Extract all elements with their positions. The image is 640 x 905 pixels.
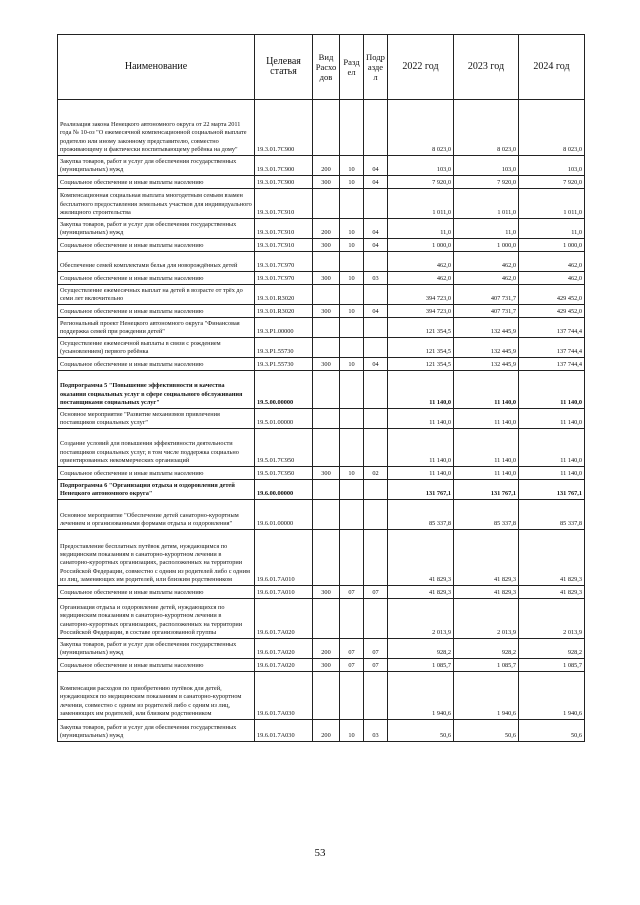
cell-year-2024: 1 011,0 [519,189,585,219]
cell-subsection [364,480,388,500]
cell-year-2024: 1 940,6 [519,672,585,720]
cell-year-2024: 131 767,1 [519,480,585,500]
cell-year-2024: 11 140,0 [519,429,585,467]
cell-year-2022: 1 085,7 [388,659,454,672]
cell-year-2023: 8 023,0 [454,100,519,156]
cell-target-article: 19.6.00.00000 [255,480,313,500]
table-row [58,720,585,742]
cell-target-article: 19.3.01.7С900 [255,176,313,189]
cell-year-2024: 2 013,9 [519,599,585,639]
cell-year-2023: 1 085,7 [454,659,519,672]
cell-year-2022: 11 140,0 [388,371,454,409]
table-row [58,599,585,639]
cell-section: 10 [340,467,364,480]
cell-year-2022: 41 829,3 [388,586,454,599]
cell-name: Социальное обеспечение и иные выплаты населению [58,305,255,318]
header-year-2022: 2022 год [388,35,454,100]
cell-section [340,530,364,586]
cell-subsection: 04 [364,305,388,318]
cell-section: 07 [340,639,364,659]
cell-expense-type: 300 [313,659,340,672]
cell-subsection: 04 [364,239,388,252]
cell-subsection [364,599,388,639]
cell-subsection: 04 [364,358,388,371]
cell-target-article: 19.3.01.7С900 [255,156,313,176]
table-row [58,480,585,500]
cell-year-2023: 41 829,3 [454,586,519,599]
cell-year-2023: 11,0 [454,219,519,239]
cell-year-2022: 131 767,1 [388,480,454,500]
cell-year-2023: 407 731,7 [454,305,519,318]
cell-name: Региональный проект Ненецкого автономного округа "Финансовая поддержка семей при рождении детей" [58,318,255,338]
cell-year-2023: 11 140,0 [454,409,519,429]
cell-name: Основное мероприятие "Развитие механизмов привлечения поставщиков социальных услуг" [58,409,255,429]
cell-year-2023: 11 140,0 [454,467,519,480]
cell-year-2022: 11 140,0 [388,429,454,467]
cell-name: Предоставление бесплатных путёвок детям, нуждающимся по медицинским показаниям в санаторно-курортном лечении в санаторно-курортных организациях, расположенных на территории Российской Федерации, совместно с одним из родителей либо с одним из лиц, заменяющих им родителей, или близким родственником [58,530,255,586]
cell-expense-type [313,409,340,429]
cell-name: Закупка товаров, работ и услуг для обеспечения государственных (муниципальных) нужд [58,156,255,176]
cell-subsection: 04 [364,219,388,239]
cell-subsection [364,252,388,272]
cell-expense-type: 300 [313,272,340,285]
cell-year-2024: 462,0 [519,272,585,285]
cell-name: Компенсация расходов по приобретению путёвок для детей, нуждающихся по медицинским показаниям в санаторно-курортном лечении, совместно с одним из родителей либо с одним из лиц, заменяющих им родителей, или близким родственником [58,672,255,720]
cell-section: 10 [340,358,364,371]
cell-name: Социальное обеспечение и иные выплаты населению [58,358,255,371]
table-row [58,358,585,371]
cell-section [340,409,364,429]
cell-subsection [364,189,388,219]
cell-year-2024: 928,2 [519,639,585,659]
cell-year-2024: 137 744,4 [519,338,585,358]
cell-year-2024: 8 023,0 [519,100,585,156]
cell-name: Подпрограмма 5 "Повышение эффективности и качества оказания социальных услуг в сфере социального обслуживания поставщиками социальных услуг" [58,371,255,409]
cell-year-2022: 394 723,0 [388,305,454,318]
cell-expense-type [313,338,340,358]
cell-year-2023: 1 940,6 [454,672,519,720]
cell-target-article: 19.3.01.7С910 [255,189,313,219]
header-subsection: Подр азде л [364,35,388,100]
cell-section: 10 [340,239,364,252]
cell-subsection [364,318,388,338]
cell-expense-type [313,530,340,586]
cell-year-2024: 41 829,3 [519,586,585,599]
cell-subsection: 04 [364,156,388,176]
cell-target-article: 19.6.01.7А020 [255,659,313,672]
table-row [58,219,585,239]
cell-name: Основное мероприятие "Обеспечение детей санаторно-курортным лечением и организованными формами отдыха и оздоровления" [58,500,255,530]
cell-year-2022: 11,0 [388,219,454,239]
cell-year-2023: 132 445,9 [454,358,519,371]
table-row [58,239,585,252]
cell-target-article: 19.3.01.7С910 [255,219,313,239]
cell-section [340,100,364,156]
cell-year-2023: 407 731,7 [454,285,519,305]
cell-target-article: 19.3.P1.55730 [255,338,313,358]
cell-subsection: 04 [364,176,388,189]
cell-name: Социальное обеспечение и иные выплаты населению [58,239,255,252]
cell-name: Реализация закона Ненецкого автономного округа от 22 марта 2011 года № 10-оз "О ежемесячной компенсационной социальной выплате родителю или иному законному представителю, совместно проживающему и фактически воспитывающему ребёнка на дому" [58,100,255,156]
cell-year-2022: 103,0 [388,156,454,176]
table-row [58,338,585,358]
table-row [58,371,585,409]
cell-target-article: 19.3.01.R3020 [255,285,313,305]
cell-year-2024: 1 085,7 [519,659,585,672]
cell-year-2022: 462,0 [388,272,454,285]
cell-section: 10 [340,272,364,285]
cell-subsection [364,672,388,720]
cell-target-article: 19.3.P1.00000 [255,318,313,338]
header-expense-type: Вид Расхо дов [313,35,340,100]
cell-section: 07 [340,586,364,599]
cell-year-2022: 1 011,0 [388,189,454,219]
cell-year-2023: 131 767,1 [454,480,519,500]
cell-target-article: 19.5.01.7С950 [255,429,313,467]
cell-target-article: 19.6.01.7А020 [255,639,313,659]
cell-section [340,480,364,500]
cell-expense-type [313,318,340,338]
cell-name: Социальное обеспечение и иные выплаты населению [58,659,255,672]
cell-expense-type [313,189,340,219]
cell-expense-type: 200 [313,219,340,239]
table-row [58,285,585,305]
cell-subsection: 07 [364,586,388,599]
cell-year-2024: 85 337,8 [519,500,585,530]
cell-target-article: 19.3.01.7С970 [255,272,313,285]
table-row [58,467,585,480]
cell-year-2022: 121 354,5 [388,318,454,338]
table-row [58,176,585,189]
table-row [58,500,585,530]
table-row [58,586,585,599]
header-target-article: Целевая статья [255,35,313,100]
cell-name: Закупка товаров, работ и услуг для обеспечения государственных (муниципальных) нужд [58,219,255,239]
cell-year-2022: 462,0 [388,252,454,272]
cell-section [340,252,364,272]
cell-name: Осуществление ежемесячной выплаты в связи с рождением (усыновлением) первого ребёнка [58,338,255,358]
cell-section [340,318,364,338]
cell-subsection: 07 [364,639,388,659]
cell-section: 10 [340,720,364,742]
cell-subsection [364,285,388,305]
cell-target-article: 19.6.01.7А030 [255,672,313,720]
cell-year-2024: 11 140,0 [519,467,585,480]
table-row [58,318,585,338]
cell-year-2023: 1 000,0 [454,239,519,252]
cell-year-2023: 7 920,0 [454,176,519,189]
cell-section [340,599,364,639]
cell-name: Закупка товаров, работ и услуг для обеспечения государственных (муниципальных) нужд [58,639,255,659]
cell-year-2022: 394 723,0 [388,285,454,305]
cell-year-2022: 8 023,0 [388,100,454,156]
cell-expense-type: 300 [313,586,340,599]
cell-expense-type [313,500,340,530]
cell-target-article: 19.3.P1.55730 [255,358,313,371]
cell-target-article: 19.3.01.7С910 [255,239,313,252]
document-page [57,34,584,742]
cell-target-article: 19.6.01.7А010 [255,586,313,599]
cell-expense-type: 200 [313,720,340,742]
cell-section [340,189,364,219]
cell-target-article: 19.3.01.7С900 [255,100,313,156]
cell-subsection [364,100,388,156]
cell-section: 10 [340,219,364,239]
cell-section [340,500,364,530]
cell-name: Социальное обеспечение и иные выплаты населению [58,272,255,285]
cell-year-2022: 11 140,0 [388,467,454,480]
cell-target-article: 19.5.00.00000 [255,371,313,409]
cell-section [340,285,364,305]
table-row [58,189,585,219]
cell-year-2023: 41 829,3 [454,530,519,586]
cell-year-2023: 50,6 [454,720,519,742]
cell-subsection: 02 [364,467,388,480]
cell-year-2022: 2 013,9 [388,599,454,639]
cell-target-article: 19.3.01.7С970 [255,252,313,272]
cell-expense-type: 300 [313,305,340,318]
cell-year-2022: 85 337,8 [388,500,454,530]
table-row [58,639,585,659]
cell-year-2024: 11 140,0 [519,371,585,409]
cell-year-2022: 41 829,3 [388,530,454,586]
cell-section: 07 [340,659,364,672]
cell-expense-type [313,480,340,500]
table-row [58,530,585,586]
cell-expense-type [313,100,340,156]
cell-target-article: 19.5.01.7С950 [255,467,313,480]
cell-subsection [364,409,388,429]
cell-subsection [364,500,388,530]
cell-year-2022: 1 940,6 [388,672,454,720]
cell-name: Осуществление ежемесячных выплат на детей в возрасте от трёх до семи лет включительно [58,285,255,305]
header-year-2023: 2023 год [454,35,519,100]
cell-expense-type [313,599,340,639]
cell-expense-type [313,429,340,467]
cell-expense-type [313,371,340,409]
cell-year-2024: 11,0 [519,219,585,239]
cell-target-article: 19.6.01.7А030 [255,720,313,742]
cell-year-2022: 121 354,5 [388,338,454,358]
cell-expense-type: 300 [313,239,340,252]
cell-target-article: 19.6.01.00000 [255,500,313,530]
cell-year-2023: 11 140,0 [454,429,519,467]
cell-subsection: 03 [364,720,388,742]
cell-year-2023: 462,0 [454,272,519,285]
cell-expense-type: 300 [313,358,340,371]
cell-expense-type: 300 [313,176,340,189]
cell-year-2022: 50,6 [388,720,454,742]
cell-year-2023: 2 013,9 [454,599,519,639]
table-row [58,305,585,318]
cell-target-article: 19.6.01.7А020 [255,599,313,639]
cell-subsection [364,338,388,358]
table-header-row [58,35,585,100]
cell-year-2022: 7 920,0 [388,176,454,189]
cell-year-2023: 103,0 [454,156,519,176]
cell-year-2024: 137 744,4 [519,318,585,338]
header-name: Наименование [58,35,255,100]
cell-year-2024: 429 452,0 [519,305,585,318]
cell-year-2022: 1 000,0 [388,239,454,252]
table-row [58,409,585,429]
cell-year-2024: 11 140,0 [519,409,585,429]
cell-subsection [364,429,388,467]
cell-year-2024: 429 452,0 [519,285,585,305]
cell-year-2022: 928,2 [388,639,454,659]
cell-section [340,672,364,720]
cell-year-2022: 121 354,5 [388,358,454,371]
cell-target-article: 19.5.01.00000 [255,409,313,429]
cell-year-2023: 1 011,0 [454,189,519,219]
cell-year-2024: 50,6 [519,720,585,742]
cell-expense-type: 200 [313,639,340,659]
table-body [58,100,585,742]
header-year-2024: 2024 год [519,35,585,100]
cell-expense-type [313,252,340,272]
header-section: Разд ел [340,35,364,100]
cell-year-2023: 462,0 [454,252,519,272]
cell-year-2024: 7 920,0 [519,176,585,189]
cell-section: 10 [340,176,364,189]
cell-target-article: 19.3.01.R3020 [255,305,313,318]
cell-year-2024: 1 000,0 [519,239,585,252]
cell-year-2024: 41 829,3 [519,530,585,586]
cell-name: Закупка товаров, работ и услуг для обеспечения государственных (муниципальных) нужд [58,720,255,742]
cell-subsection [364,371,388,409]
cell-year-2024: 462,0 [519,252,585,272]
table-row [58,100,585,156]
cell-section: 10 [340,305,364,318]
cell-year-2023: 11 140,0 [454,371,519,409]
cell-year-2023: 132 445,9 [454,318,519,338]
cell-expense-type: 300 [313,467,340,480]
cell-section [340,338,364,358]
cell-expense-type [313,285,340,305]
cell-subsection: 07 [364,659,388,672]
cell-name: Социальное обеспечение и иные выплаты населению [58,467,255,480]
cell-name: Социальное обеспечение и иные выплаты населению [58,586,255,599]
cell-year-2023: 132 445,9 [454,338,519,358]
cell-year-2022: 11 140,0 [388,409,454,429]
table-row [58,659,585,672]
cell-year-2023: 928,2 [454,639,519,659]
cell-subsection [364,530,388,586]
budget-table [57,34,585,742]
table-row [58,156,585,176]
cell-subsection: 03 [364,272,388,285]
cell-name: Социальное обеспечение и иные выплаты населению [58,176,255,189]
cell-expense-type [313,672,340,720]
cell-name: Компенсационная социальная выплата многодетным семьям взамен бесплатного предоставления земельных участков для индивидуального жилищного строительства [58,189,255,219]
table-row [58,252,585,272]
cell-name: Обеспечение семей комплектами белья для новорождённых детей [58,252,255,272]
cell-section [340,371,364,409]
cell-target-article: 19.6.01.7А010 [255,530,313,586]
page-number: 53 [314,847,326,859]
cell-section [340,429,364,467]
cell-year-2023: 85 337,8 [454,500,519,530]
cell-year-2024: 103,0 [519,156,585,176]
cell-name: Организация отдыха и оздоровление детей, нуждающихся по медицинским показаниям в санаторно-курортном лечении в санаторно-курортных организациях, расположенных на территории Российской Федерации, в составе организованной группы [58,599,255,639]
cell-name: Создание условий для повышения эффективности деятельности поставщиков социальных услуг, в том числе поддержка социально ориентированных некоммерческих организаций [58,429,255,467]
table-row [58,429,585,467]
cell-year-2024: 137 744,4 [519,358,585,371]
cell-section: 10 [340,156,364,176]
table-row [58,272,585,285]
table-row [58,672,585,720]
cell-name: Подпрограмма 6 "Организация отдыха и оздоровления детей Ненецкого автономного округа" [58,480,255,500]
cell-expense-type: 200 [313,156,340,176]
